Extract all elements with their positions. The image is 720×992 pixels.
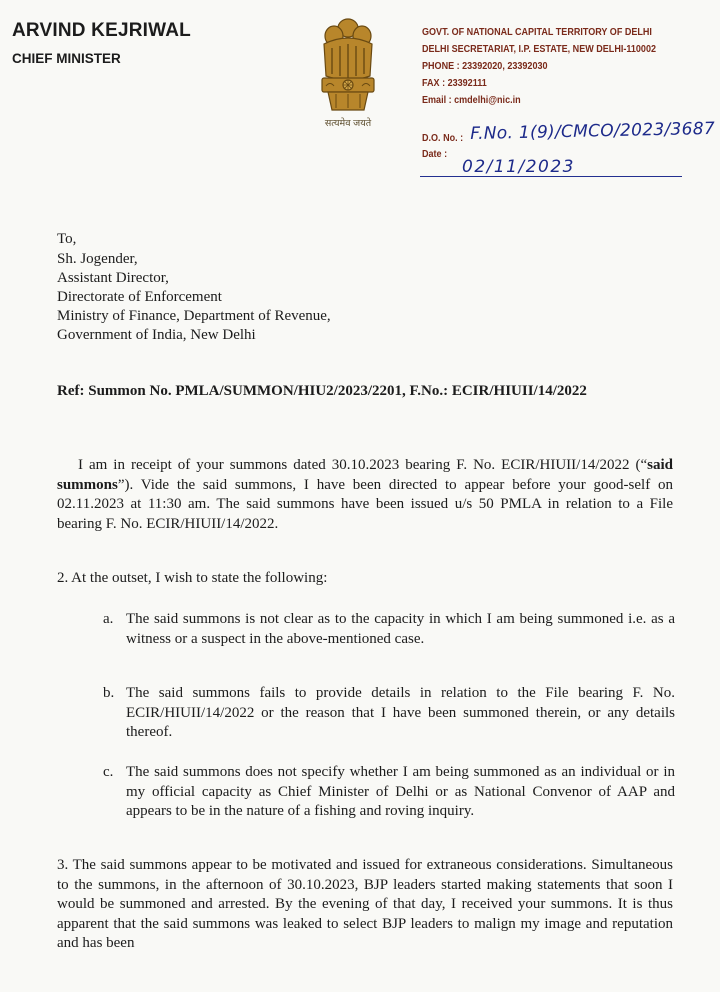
do-number-label: D.O. No. : bbox=[422, 132, 464, 144]
office-line: PHONE : 23392020, 23392030 bbox=[422, 60, 548, 72]
point-text: The said summons is not clear as to the capacity in which I am being summoned i.e. as a witness or a suspect in the above-mentioned case. bbox=[126, 611, 675, 647]
reference-line: Ref: Summon No. PMLA/SUMMON/HIU2/2023/2201, F.No.: ECIR/HIUII/14/2022 bbox=[57, 383, 587, 399]
addressee-line: Government of India, New Delhi bbox=[57, 327, 256, 343]
office-line: FAX : 23392111 bbox=[422, 77, 487, 89]
sender-name: ARVIND KEJRIWAL bbox=[12, 20, 191, 41]
paragraph-2-intro: 2. At the outset, I wish to state the following: bbox=[57, 570, 328, 586]
point-a bbox=[103, 610, 675, 649]
date-handwritten: 02/11/2023 bbox=[462, 157, 575, 177]
paragraph-1 bbox=[57, 456, 673, 534]
addressee-line: To, bbox=[57, 231, 77, 247]
sender-title: CHIEF MINISTER bbox=[12, 51, 121, 66]
addressee-line: Ministry of Finance, Department of Revenue, bbox=[57, 308, 331, 324]
do-number-handwritten: F.No. 1(9)/CMCO/2023/3687 bbox=[470, 118, 716, 144]
point-marker: a. bbox=[103, 611, 114, 627]
date-underline bbox=[420, 176, 682, 177]
point-text: The said summons does not specify whether I am being summoned as an individual or in my official capacity as Chief Minister of Delhi or as National Convenor of AAP and appears to be in the nature of a fishing and roving inquiry. bbox=[126, 764, 675, 819]
point-text: The said summons fails to provide details in relation to the File bearing F. No. ECIR/HIUII/14/2022 or the reason that I have been summoned therein, or any details thereof. bbox=[126, 685, 675, 740]
addressee-line: Assistant Director, bbox=[57, 270, 169, 286]
office-address-block bbox=[422, 24, 656, 109]
point-marker: b. bbox=[103, 685, 115, 701]
office-line: GOVT. OF NATIONAL CAPITAL TERRITORY OF DELHI bbox=[422, 26, 652, 38]
paragraph-3: 3. The said summons appear to be motivated and issued for extraneous considerations. Simultaneous to the summons, in the afternoon of 30.10.2023, BJP leaders started making statements that soon I would be summoned and arrested. By the evening of that day, I received your summons. It is thus apparent that the said summons was leaked to select BJP leaders to malign my image and reputation and has been bbox=[57, 857, 673, 951]
date-label: Date : bbox=[422, 148, 448, 160]
addressee-line: Sh. Jogender, bbox=[57, 251, 138, 267]
paragraph-1-text-a: I am in receipt of your summons dated 30.10.2023 bearing F. No. ECIR/HIUII/14/2022 (“ bbox=[78, 457, 648, 473]
emblem-motto: सत्यमेव जयते bbox=[324, 118, 372, 129]
office-line: Email : cmdelhi@nic.in bbox=[422, 94, 521, 106]
point-marker: c. bbox=[103, 764, 114, 780]
paragraph-1-bold: said summons bbox=[57, 457, 673, 493]
point-c bbox=[103, 763, 675, 822]
point-b bbox=[103, 684, 675, 743]
addressee-line: Directorate of Enforcement bbox=[57, 289, 222, 305]
office-line: DELHI SECRETARIAT, I.P. ESTATE, NEW DELHI-110002 bbox=[422, 43, 657, 55]
paragraph-1-text-b: ”). Vide the said summons, I have been directed to appear before your good-self on 02.11.2023 at 11:30 am. The said summons have been issued u/s 50 PMLA in relation to a File bearing F. No. ECIR/HIUII/14/2022. bbox=[57, 476, 673, 532]
